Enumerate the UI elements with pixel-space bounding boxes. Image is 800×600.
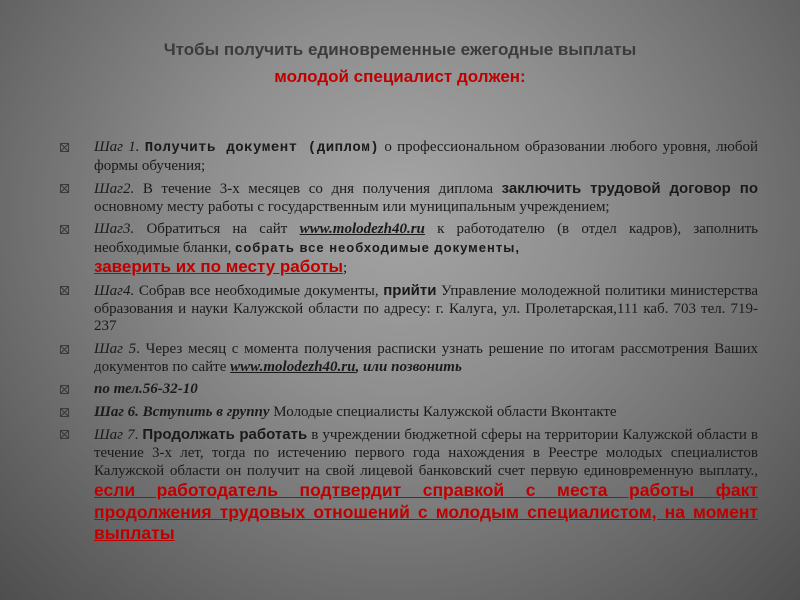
steps-list <box>58 139 758 550</box>
bullet-icon <box>60 385 69 394</box>
step-text: . Через месяц с момента получения расписки узнать решение по итогам рассмотрения Ваших документов по сайте <box>94 340 758 375</box>
bullet-icon <box>60 286 69 295</box>
step-text: основному месту работы с государственным или муниципальным учреждением; <box>94 198 610 215</box>
step-text: в учреждении бюджетной сферы на территории Калужской области в течение 3-х лет, тогда по истечению первого года нахождения в Реестре молодых специалистов Калужской области он получит на свой лицевой банковский счет первую единовременную выплату., <box>94 427 759 479</box>
step-text: Молодые специалисты Калужской области Вконтакте <box>269 403 617 420</box>
step-emphasis: Шаг 6. Вступить в группу <box>94 403 270 420</box>
step-label: Шаг 7 <box>94 427 135 444</box>
step-emphasis: собрать все необходимые документы, <box>235 239 520 255</box>
list-item-step4 <box>58 282 758 336</box>
step-text: В течение 3-х месяцев со дня получения диплома <box>134 181 502 198</box>
step-text: . <box>134 427 143 444</box>
slide-title-line1: Чтобы получить единовременные ежегодные выплаты <box>163 40 637 59</box>
website-link[interactable]: www.molodezh40.ru <box>230 358 356 375</box>
step-text: ; <box>343 259 348 276</box>
bullet-icon <box>60 184 69 193</box>
slide-title-line2: молодой специалист должен: <box>274 67 526 86</box>
bullet-icon <box>60 143 69 152</box>
list-item-step1 <box>58 139 758 175</box>
step-label: Шаг4. <box>94 283 135 300</box>
slide-title <box>60 36 740 90</box>
step-emphasis: Получить документ (диплом) <box>144 140 380 156</box>
list-item-step6 <box>58 404 758 422</box>
list-item-phone <box>58 381 758 399</box>
step-text: Собрав все необходимые документы, <box>134 283 384 300</box>
step-label: Шаг 1. <box>94 139 140 155</box>
list-item-step5 <box>58 341 758 376</box>
red-emphasis: заверить их по месту работы <box>94 256 344 276</box>
red-emphasis: если работодатель подтвердит справкой с места работы факт продолжения трудовых отношений с молодым специалистом, на момент выплаты <box>94 480 758 544</box>
step-label: Шаг2. <box>94 181 135 198</box>
step-emphasis: прийти <box>383 282 437 300</box>
bullet-icon <box>60 408 69 417</box>
bullet-icon <box>60 430 69 439</box>
step-label: Шаг 5 <box>94 340 137 357</box>
step-text: Управление молодежной политики министерства образования и науки Калужской области по адресу: г. Калуга, ул. Пролетарская,111 каб. 703 тел. 719-237 <box>94 283 758 335</box>
bullet-icon <box>60 225 69 234</box>
step-label: Шаг3. <box>94 221 135 238</box>
step-emphasis: , или позвонить <box>355 358 462 375</box>
step-text: Обратиться на сайт <box>134 221 300 238</box>
step-text: к работодателю (в отдел кадров), заполнить необходимые бланки, <box>94 221 758 256</box>
step-emphasis: Продолжать работать <box>142 426 308 444</box>
list-item-step2 <box>58 180 758 216</box>
bullet-icon <box>60 345 69 354</box>
website-link[interactable]: www.molodezh40.ru <box>299 221 425 238</box>
step-emphasis: заключить трудовой договор по <box>501 180 758 198</box>
list-item-step3 <box>58 221 758 277</box>
phone-text: по тел.56-32-10 <box>94 381 198 398</box>
step-text: о профессиональном образовании любого уровня, любой формы обучения; <box>94 139 758 174</box>
list-item-step7 <box>58 426 758 545</box>
